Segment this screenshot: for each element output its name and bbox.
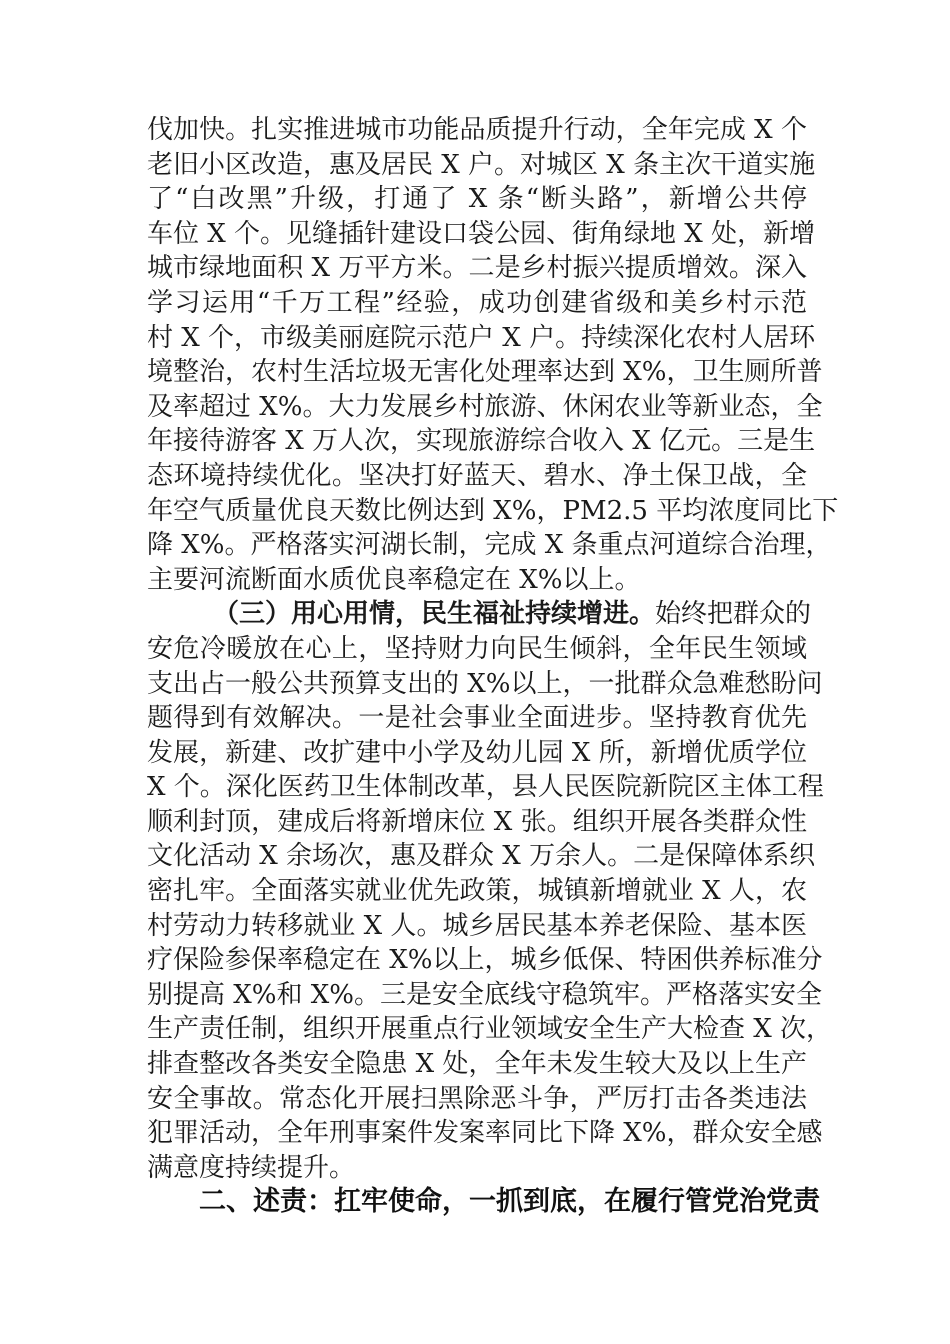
text-line: 顺利封顶，建成后将新增床位 X 张。组织开展各类群众性 [147,806,807,837]
text-line: 发展，新建、改扩建中小学及幼儿园 X 所，新增优质学位 [147,737,807,768]
text-line: 满意度持续提升。 [147,1152,356,1183]
text-line: 主要河流断面水质优良率稳定在 X%以上。 [147,564,641,595]
text-line: 安全事故。常态化开展扫黑除恶斗争，严厉打击各类违法 [147,1083,807,1114]
subheading-line [147,597,812,632]
text-line: 境整治，农村生活垃圾无害化处理率达到 X%，卫生厕所普 [147,357,823,388]
text-line: 村劳动力转移就业 X 人。城乡居民基本养老保险、基本医 [147,910,807,941]
text-line: 生产责任制，组织开展重点行业领域安全生产大检查 X 次， [147,1014,833,1045]
text-line: 疗保险参保率稳定在 X%以上，城乡低保、特困供养标准分 [147,945,823,976]
text-line: 了“白改黑”升级，打通了 X 条“断头路”，新增公共停 [147,184,807,215]
text-line: 别提高 X%和 X%。三是安全底线守稳筑牢。严格落实安全 [147,979,822,1010]
section-heading: 二、述责：扛牢使命，一抓到底，在履行管党治党责 [199,1186,820,1218]
text-line: 降 X%。严格落实河湖长制，完成 X 条重点河道综合治理， [147,530,832,561]
text-line: 村 X 个，市级美丽庭院示范户 X 户。持续深化农村人居环 [147,322,816,353]
text-line: 题得到有效解决。一是社会事业全面进步。坚持教育优先 [147,703,807,734]
text-line: 支出占一般公共预算支出的 X%以上，一批群众急难愁盼问 [147,668,823,699]
text-line: 排查整改各类安全隐患 X 处，全年未发生较大及以上生产 [147,1049,807,1080]
text-line: 年接待游客 X 万人次，实现旅游综合收入 X 亿元。三是生 [147,426,816,457]
subheading-line-rest: 始终把群众的 [655,599,812,630]
text-line: 密扎牢。全面落实就业优先政策，城镇新增就业 X 人，农 [147,876,807,907]
document-body [147,113,839,1220]
text-line: 及率超过 X%。大力发展乡村旅游、休闲农业等新业态，全 [147,391,823,422]
text-line: 老旧小区改造，惠及居民 X 户。对城区 X 条主次干道实施 [147,149,816,180]
text-line: 伐加快。扎实推进城市功能品质提升行动，全年完成 X 个 [147,115,807,145]
text-line: 犯罪活动，全年刑事案件发案率同比下降 X%，群众安全感 [147,1118,823,1149]
text-line: 城市绿地面积 X 万平方米。二是乡村振兴提质增效。深入 [147,253,807,284]
subheading-livelihood: （三）用心用情，民生福祉持续增进。 [213,599,656,630]
text-line: 年空气质量优良天数比例达到 X%，PM2.5 平均浓度同比下 [147,495,839,526]
text-line: 文化活动 X 余场次，惠及群众 X 万余人。二是保障体系织 [147,841,816,872]
paragraph-2 [147,597,833,1185]
paragraph-1 [147,113,839,597]
text-line: 学习运用“千万工程”经验，成功创建省级和美乡村示范 [147,287,807,318]
text-line: X 个。深化医药卫生体制改革，县人民医院新院区主体工程 [147,772,824,803]
text-line: 安危冷暖放在心上，坚持财力向民生倾斜，全年民生领域 [147,633,807,664]
text-line: 态环境持续优化。坚决打好蓝天、碧水、净土保卫战，全 [147,460,807,491]
text-line: 车位 X 个。见缝插针建设口袋公园、街角绿地 X 处，新增 [147,218,816,249]
